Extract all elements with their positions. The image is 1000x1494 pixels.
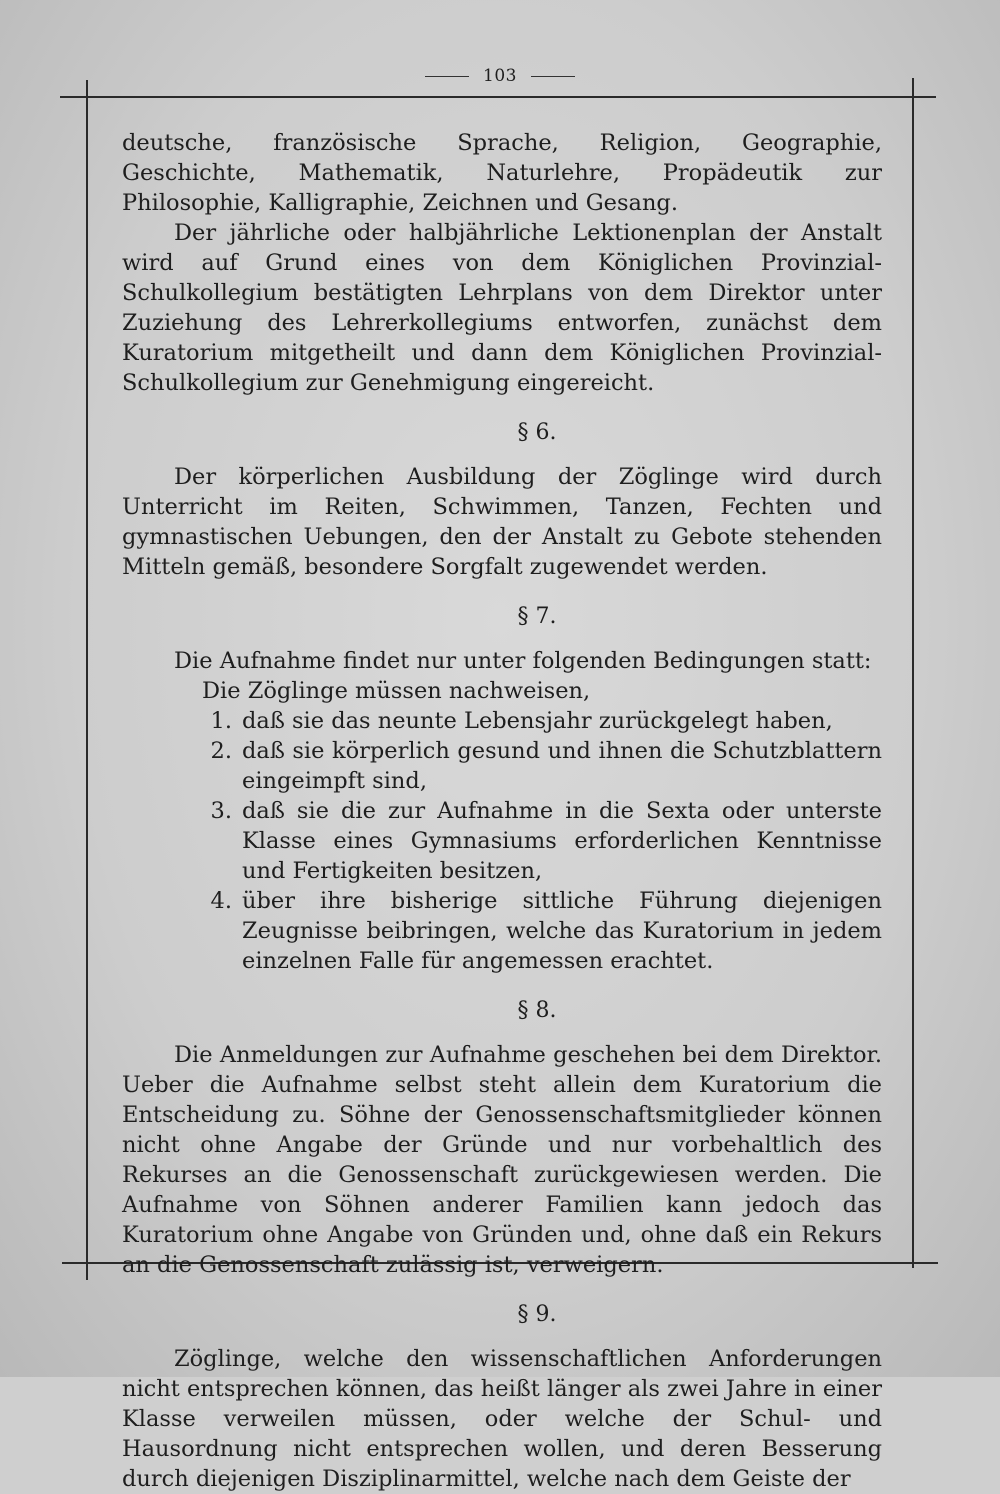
paragraph-subjects: deutsche, französische Sprache, Religion, Geographie, Geschichte, Mathematik, Naturlehre, Propädeutik zur Philosophie, Kalligraphie, Zeichnen und Gesang. xyxy=(122,130,882,216)
section-heading-9: § 9. xyxy=(517,1302,557,1327)
page-number-header xyxy=(0,66,1000,86)
list-item xyxy=(122,796,882,886)
paragraph-section-9: Zöglinge, welche den wissenschaftlichen Anforderungen nicht entsprechen können, das heißt länger als zwei Jahre in einer Klasse verweilen müssen, oder welche der Schul- und Hausordnung nicht entsprechen wollen, und deren Besserung durch diejenigen Disziplinarmittel, welche nach dem Geiste der xyxy=(122,1346,882,1492)
section-heading-8: § 8. xyxy=(517,998,557,1023)
list-item-text: daß sie das neunte Lebensjahr zurückgelegt haben, xyxy=(242,708,833,734)
list-item-text: daß sie körperlich gesund und ihnen die Schutzblattern eingeimpft sind, xyxy=(242,738,882,794)
paragraph-section-7-sub: Die Zöglinge müssen nachweisen, xyxy=(202,678,591,704)
list-item xyxy=(122,736,882,796)
header-dash-left xyxy=(425,76,469,77)
conditions-list xyxy=(122,706,882,976)
list-item-number: 2. xyxy=(210,738,232,764)
list-item-number: 3. xyxy=(210,798,232,824)
top-border-line xyxy=(60,96,936,98)
list-item-number: 1. xyxy=(210,708,232,734)
header-dash-right xyxy=(531,76,575,77)
section-heading-6: § 6. xyxy=(517,420,557,445)
left-border-line xyxy=(86,80,88,1280)
list-item-number: 4. xyxy=(210,888,232,914)
paragraph-section-7-intro: Die Aufnahme findet nur unter folgenden Bedingungen statt: xyxy=(174,648,872,674)
list-item xyxy=(122,886,882,976)
section-heading-7: § 7. xyxy=(517,604,557,629)
body-text xyxy=(122,128,882,1494)
right-border-line xyxy=(912,78,914,1268)
page-number: 103 xyxy=(483,66,517,86)
list-item-text: daß sie die zur Aufnahme in die Sexta oder unterste Klasse eines Gymnasiums erforderlichen Kenntnisse und Fertigkeiten besitzen, xyxy=(242,798,882,884)
paragraph-lesson-plan: Der jährliche oder halbjährliche Lektionenplan der Anstalt wird auf Grund eines von dem Königlichen Provinzial-Schulkollegium bestätigten Lehrplans von dem Direktor unter Zuziehung des Lehrerkollegiums entworfen, zunächst dem Kuratorium mitgetheilt und dann dem Königlichen Provinzial-Schulkollegium zur Genehmigung eingereicht. xyxy=(122,220,882,396)
paragraph-section-6: Der körperlichen Ausbildung der Zöglinge wird durch Unterricht im Reiten, Schwimmen, Tanzen, Fechten und gymnastischen Uebungen, den der Anstalt zu Gebote stehenden Mitteln gemäß, besondere Sorgfalt zugewendet werden. xyxy=(122,464,882,580)
paragraph-section-8: Die Anmeldungen zur Aufnahme geschehen bei dem Direktor. Ueber die Aufnahme selbst steht allein dem Kuratorium die Entscheidung zu. Söhne der Genossenschaftsmitglieder können nicht ohne Angabe der Gründe und nur vorbehaltlich des Rekurses an die Genossenschaft zurückgewiesen werden. Die Aufnahme von Söhnen anderer Familien kann jedoch das Kuratorium ohne Angabe von Gründen und, ohne daß ein Rekurs an die Genossenschaft zulässig ist, verweigern. xyxy=(122,1042,882,1278)
list-item-text: über ihre bisherige sittliche Führung diejenigen Zeugnisse beibringen, welche das Kuratorium in jedem einzelnen Falle für angemessen erachtet. xyxy=(242,888,882,974)
list-item xyxy=(122,706,882,736)
